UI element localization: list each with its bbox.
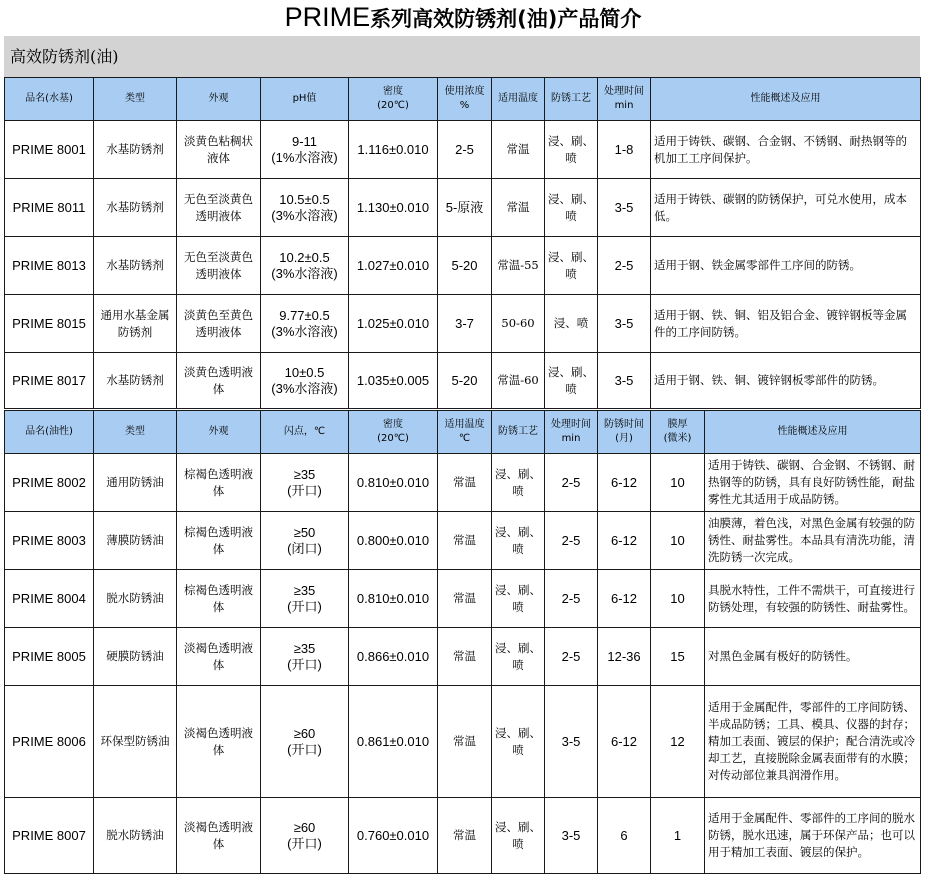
- table-cell: 3-5: [545, 686, 598, 798]
- table-cell: 适用于铸铁、碳钢、合金钢、不锈钢、耐热钢等的机加工工序间保护。: [651, 121, 921, 179]
- column-header: 性能概述及应用: [651, 78, 921, 121]
- table-cell: 水基防锈剂: [94, 179, 177, 237]
- table-cell: 常温: [438, 798, 492, 874]
- table-cell: 薄膜防锈油: [94, 512, 177, 570]
- table-row: [5, 798, 921, 874]
- page-title: [0, 0, 926, 34]
- table-cell: 适用于金属配件、零部件的工序间的脱水防锈，脱水迅速，属于环保产品；也可以用于精加工表面、镀层的保护。: [705, 798, 921, 874]
- product-name-cell: PRIME 8011: [5, 179, 94, 237]
- table-cell: 50-60: [492, 295, 545, 353]
- table-cell: 10: [651, 570, 705, 628]
- table-cell: 5-20: [438, 353, 492, 409]
- product-name-cell: PRIME 8004: [5, 570, 94, 628]
- table-cell: 2-5: [438, 121, 492, 179]
- column-header: 防锈时间 (月): [598, 411, 651, 454]
- table-row: [5, 179, 921, 237]
- table-cell: 6-12: [598, 570, 651, 628]
- table-cell: 5-20: [438, 237, 492, 295]
- title-prime: PRIME: [284, 2, 371, 32]
- table-cell: ≥35 (开口): [261, 628, 349, 686]
- table-cell: 10.5±0.5 (3%水溶液): [261, 179, 349, 237]
- column-header: 防锈工艺: [492, 411, 545, 454]
- product-name-cell: PRIME 8013: [5, 237, 94, 295]
- table-cell: 棕褐色透明液体: [177, 512, 261, 570]
- table-cell: ≥60 (开口): [261, 798, 349, 874]
- table-cell: 15: [651, 628, 705, 686]
- table-cell: 浸、刷、喷: [545, 237, 598, 295]
- table-cell: 0.810±0.010: [349, 570, 438, 628]
- column-header: 适用温度: [492, 78, 545, 121]
- header-row: [5, 78, 921, 121]
- table-cell: 水基防锈剂: [94, 237, 177, 295]
- table-cell: 0.866±0.010: [349, 628, 438, 686]
- product-name-cell: PRIME 8002: [5, 454, 94, 512]
- table-cell: 淡黄色至黄色透明液体: [177, 295, 261, 353]
- table-cell: 0.800±0.010: [349, 512, 438, 570]
- header-row: [5, 411, 921, 454]
- table-row: [5, 512, 921, 570]
- table-row: [5, 353, 921, 409]
- table-row: [5, 454, 921, 512]
- table-cell: 3-5: [545, 798, 598, 874]
- table-cell: 适用于铸铁、碳钢的防锈保护，可兑水使用，成本低。: [651, 179, 921, 237]
- table-cell: 常温: [438, 628, 492, 686]
- table-cell: 对黑色金属有极好的防锈性。: [705, 628, 921, 686]
- table-row: [5, 295, 921, 353]
- table-cell: 浸、刷、喷: [492, 570, 545, 628]
- table-cell: 淡黄色透明液体: [177, 353, 261, 409]
- table-cell: 12-36: [598, 628, 651, 686]
- product-name-cell: PRIME 8017: [5, 353, 94, 409]
- table-cell: 适用于钢、铁、铜、铝及铝合金、镀锌钢板等金属件的工序间防锈。: [651, 295, 921, 353]
- table-cell: 1-8: [598, 121, 651, 179]
- table-cell: 1.130±0.010: [349, 179, 438, 237]
- table-cell: 浸、刷、喷: [545, 179, 598, 237]
- table-cell: ≥50 (闭口): [261, 512, 349, 570]
- column-header: 膜厚 (微米): [651, 411, 705, 454]
- table-cell: 2-5: [598, 237, 651, 295]
- table-cell: 0.810±0.010: [349, 454, 438, 512]
- column-header: 处理时间 min: [545, 411, 598, 454]
- table-cell: 1.035±0.005: [349, 353, 438, 409]
- column-header: 品名(水基): [5, 78, 94, 121]
- table-cell: 油膜薄，着色浅，对黑色金属有较强的防锈性、耐盐雾性。本品具有清洗功能，清洗防锈一次完成。: [705, 512, 921, 570]
- table-cell: 无色至淡黄色透明液体: [177, 237, 261, 295]
- table-cell: 10±0.5 (3%水溶液): [261, 353, 349, 409]
- table-cell: 常温-60: [492, 353, 545, 409]
- table-cell: 脱水防锈油: [94, 798, 177, 874]
- column-header: 处理时间 min: [598, 78, 651, 121]
- table-cell: 3-5: [598, 353, 651, 409]
- table-cell: 常温: [438, 686, 492, 798]
- table-cell: 无色至淡黄色透明液体: [177, 179, 261, 237]
- table-cell: 脱水防锈油: [94, 570, 177, 628]
- table-cell: 2-5: [545, 628, 598, 686]
- column-header: pH值: [261, 78, 349, 121]
- column-header: 类型: [94, 78, 177, 121]
- table-cell: 常温-55: [492, 237, 545, 295]
- table-cell: 6-12: [598, 686, 651, 798]
- table-cell: 棕褐色透明液体: [177, 570, 261, 628]
- table-cell: 9.77±0.5 (3%水溶液): [261, 295, 349, 353]
- water-based-table: [4, 77, 921, 409]
- product-name-cell: PRIME 8006: [5, 686, 94, 798]
- table-cell: 环保型防锈油: [94, 686, 177, 798]
- product-name-cell: PRIME 8001: [5, 121, 94, 179]
- table-cell: 1.116±0.010: [349, 121, 438, 179]
- table-cell: 6-12: [598, 454, 651, 512]
- table-row: [5, 686, 921, 798]
- table-cell: 浸、喷: [545, 295, 598, 353]
- product-name-cell: PRIME 8015: [5, 295, 94, 353]
- table-cell: 12: [651, 686, 705, 798]
- column-header: 适用温度 ℃: [438, 411, 492, 454]
- table-cell: 浸、刷、喷: [492, 686, 545, 798]
- table-cell: 通用防锈油: [94, 454, 177, 512]
- table-cell: 通用水基金属防锈剂: [94, 295, 177, 353]
- table-cell: 2-5: [545, 512, 598, 570]
- table-row: [5, 570, 921, 628]
- table-cell: 浸、刷、喷: [492, 798, 545, 874]
- table-cell: 6-12: [598, 512, 651, 570]
- table-cell: 淡褐色透明液体: [177, 628, 261, 686]
- table-cell: 2-5: [545, 570, 598, 628]
- table-cell: 10: [651, 454, 705, 512]
- table-cell: 适用于钢、铁、铜、镀锌钢板零部件的防锈。: [651, 353, 921, 409]
- product-name-cell: PRIME 8007: [5, 798, 94, 874]
- table-cell: 具脱水特性，工件不需烘干，可直接进行防锈处理，有较强的防锈性、耐盐雾性。: [705, 570, 921, 628]
- section-header: 高效防锈剂(油): [4, 36, 920, 77]
- title-cn: 系列高效防锈剂(油)产品简介: [370, 7, 642, 31]
- column-header: 防锈工艺: [545, 78, 598, 121]
- table-cell: 0.861±0.010: [349, 686, 438, 798]
- column-header: 密度 (20℃): [349, 411, 438, 454]
- column-header: 密度 (20℃): [349, 78, 438, 121]
- table-cell: 水基防锈剂: [94, 353, 177, 409]
- column-header: 外观: [177, 411, 261, 454]
- table-cell: 1.027±0.010: [349, 237, 438, 295]
- table-cell: 5-原液: [438, 179, 492, 237]
- table-cell: 浸、刷、喷: [492, 512, 545, 570]
- table-cell: 0.760±0.010: [349, 798, 438, 874]
- column-header: 闪点，℃: [261, 411, 349, 454]
- table-cell: 适用于金属配件，零部件的工序间防锈、半成品防锈；工具、模具、仪器的封存；精加工表面、镀层的保护；配合清洗或冷却工艺，直接脱除金属表面带有的水膜；对传动部位兼具润滑作用。: [705, 686, 921, 798]
- table-cell: 常温: [438, 512, 492, 570]
- table-cell: 3-5: [598, 295, 651, 353]
- table-cell: ≥60 (开口): [261, 686, 349, 798]
- table-cell: 1: [651, 798, 705, 874]
- product-name-cell: PRIME 8005: [5, 628, 94, 686]
- table-cell: ≥35 (开口): [261, 454, 349, 512]
- column-header: 使用浓度 %: [438, 78, 492, 121]
- table-cell: 浸、刷、喷: [545, 121, 598, 179]
- table-cell: ≥35 (开口): [261, 570, 349, 628]
- table-cell: 常温: [492, 121, 545, 179]
- table-cell: 浸、刷、喷: [545, 353, 598, 409]
- table-cell: 水基防锈剂: [94, 121, 177, 179]
- table-cell: 9-11 (1%水溶液): [261, 121, 349, 179]
- table-cell: 适用于铸铁、碳钢、合金钢、不锈钢、耐热钢等的防锈，具有良好防锈性能，耐盐雾性尤其适用于成品防锈。: [705, 454, 921, 512]
- table-cell: 浸、刷、喷: [492, 628, 545, 686]
- table-cell: 淡褐色透明液体: [177, 686, 261, 798]
- column-header: 性能概述及应用: [705, 411, 921, 454]
- table-cell: 10.2±0.5 (3%水溶液): [261, 237, 349, 295]
- table-cell: 10: [651, 512, 705, 570]
- column-header: 外观: [177, 78, 261, 121]
- product-name-cell: PRIME 8003: [5, 512, 94, 570]
- table-row: [5, 237, 921, 295]
- table-cell: 3-5: [598, 179, 651, 237]
- table-row: [5, 628, 921, 686]
- table-cell: 棕褐色透明液体: [177, 454, 261, 512]
- table-cell: 淡黄色粘稠状液体: [177, 121, 261, 179]
- column-header: 类型: [94, 411, 177, 454]
- table-cell: 浸、刷、喷: [492, 454, 545, 512]
- table-cell: 6: [598, 798, 651, 874]
- table-cell: 常温: [492, 179, 545, 237]
- oil-based-table: [4, 410, 921, 874]
- table-cell: 1.025±0.010: [349, 295, 438, 353]
- table-cell: 3-7: [438, 295, 492, 353]
- table-cell: 2-5: [545, 454, 598, 512]
- table-cell: 常温: [438, 570, 492, 628]
- column-header: 品名(油性): [5, 411, 94, 454]
- table-cell: 常温: [438, 454, 492, 512]
- table-cell: 硬膜防锈油: [94, 628, 177, 686]
- table-row: [5, 121, 921, 179]
- table-cell: 适用于钢、铁金属零部件工序间的防锈。: [651, 237, 921, 295]
- table-cell: 淡褐色透明液体: [177, 798, 261, 874]
